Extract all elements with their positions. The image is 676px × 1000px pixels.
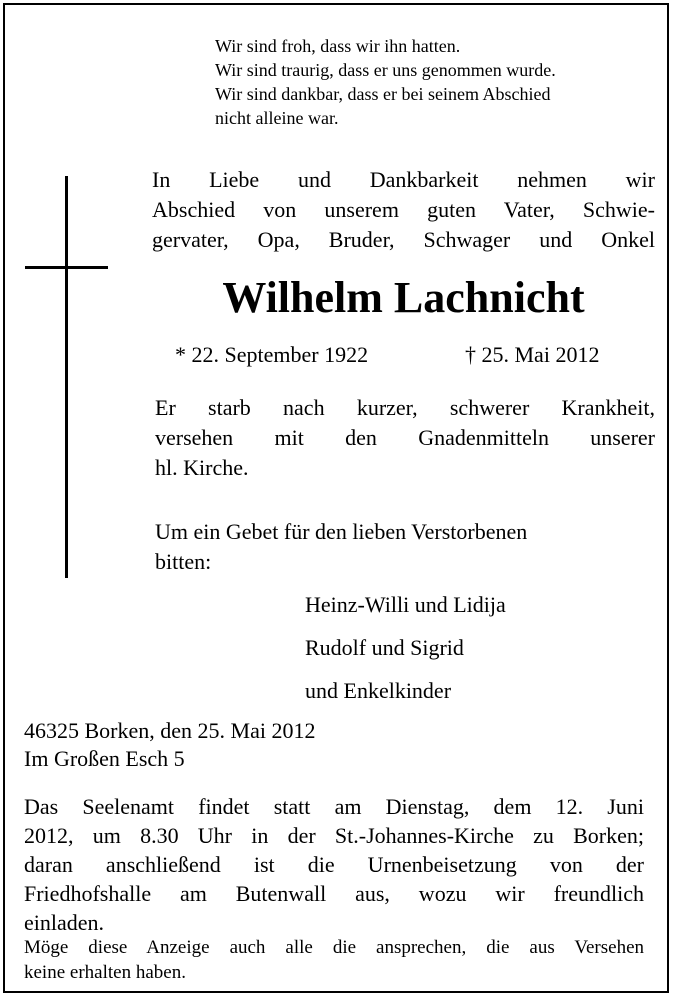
service-line: 2012, um 8.30 Uhr in der St.-Johannes-Kirche zu Borken; xyxy=(24,823,644,848)
death-date: † 25. Mai 2012 xyxy=(465,342,600,367)
mourner-entry: Heinz-Willi und Lidija xyxy=(305,592,506,617)
cause-line: hl. Kirche. xyxy=(155,455,249,480)
service-line: daran anschließend ist die Urnenbeisetzung von der xyxy=(24,852,644,877)
cause-line: versehen mit den Gnadenmitteln unserer xyxy=(155,425,655,450)
deceased-name: Wilhelm Lachnicht xyxy=(222,273,585,322)
mourners-list xyxy=(305,583,506,712)
opening-poem xyxy=(215,34,556,130)
intro-line: Abschied von unserem guten Vater, Schwie- xyxy=(152,197,655,222)
poem-line: Wir sind traurig, dass er uns genommen wurde. xyxy=(215,60,556,80)
service-line: einladen. xyxy=(24,910,105,935)
notice-line: keine erhalten haben. xyxy=(24,962,186,983)
birth-date: * 22. September 1922 xyxy=(175,342,369,367)
service-line: Das Seelenamt findet statt am Dienstag, dem 12. Juni xyxy=(24,794,644,819)
prayer-line: Um ein Gebet für den lieben Verstorbenen xyxy=(155,519,528,544)
service-line: Friedhofshalle am Butenwall aus, wozu wir freundlich xyxy=(24,881,644,906)
mourner-entry: und Enkelkinder xyxy=(305,678,452,703)
prayer-line: bitten: xyxy=(155,549,212,574)
mourner-entry: Rudolf und Sigrid xyxy=(305,635,464,660)
intro-line: gervater, Opa, Bruder, Schwager und Onkel xyxy=(152,227,655,252)
address-block xyxy=(24,717,315,773)
intro-line: In Liebe und Dankbarkeit nehmen wir xyxy=(152,167,655,192)
poem-line: Wir sind froh, dass wir ihn hatten. xyxy=(215,36,461,56)
poem-line: Wir sind dankbar, dass er bei seinem Abschied xyxy=(215,84,551,104)
prayer-request xyxy=(155,517,655,577)
cross-icon-crossbar xyxy=(25,266,108,269)
poem-line: nicht alleine war. xyxy=(215,108,339,128)
city-date: 46325 Borken, den 25. Mai 2012 xyxy=(24,718,316,743)
notice-line: Möge diese Anzeige auch alle die ansprechen, die aus Versehen xyxy=(24,937,644,958)
service-announcement xyxy=(24,792,644,937)
closing-notice xyxy=(24,935,644,985)
cross-icon xyxy=(65,176,68,578)
cause-of-death-text xyxy=(155,393,655,483)
cause-line: Er starb nach kurzer, schwerer Krankheit, xyxy=(155,395,655,420)
intro-text xyxy=(152,165,655,255)
street-address: Im Großen Esch 5 xyxy=(24,746,185,771)
